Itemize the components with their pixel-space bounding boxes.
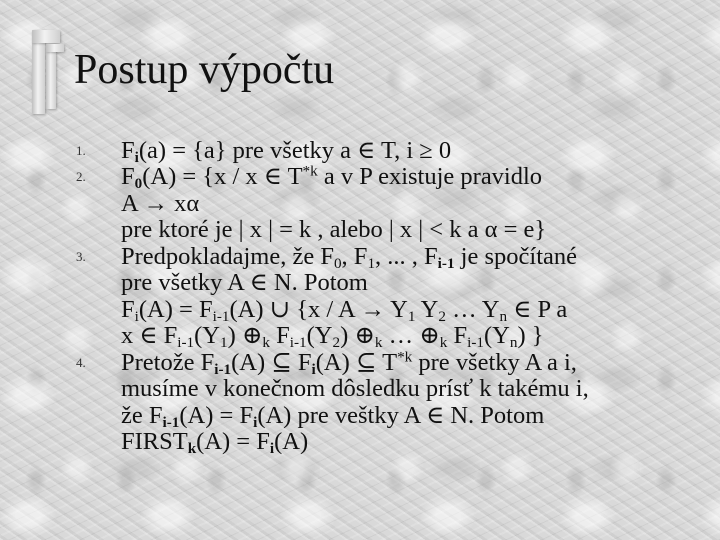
step-4-line-3: že $F_{i-1}(A) = F_i(A)$ pre veštky A ∈ N. Potom <box>121 401 545 431</box>
decorative-bar-horizontal <box>32 30 60 43</box>
list-item-3 <box>76 244 706 350</box>
step-4-line-1: Pretože $F_{i-1}(A)$ ⊆ $F_i(A)$ ⊆ $T^{*k}$ pre všetky A a i, <box>121 348 577 378</box>
step-2-line-3: pre ktoré je | x | = k , alebo | x | < k a α = e} <box>121 216 547 244</box>
step-3-line-1: Predpokladajme, že $F_0$, $F_1$, ... , $F_{i-1}$ je spočítané <box>121 242 577 272</box>
step-2-line-2: A → xα <box>121 189 200 217</box>
decorative-bar-horizontal-inner <box>46 44 64 52</box>
list-marker: 3. <box>76 248 86 264</box>
list-item-4 <box>76 350 706 456</box>
list-item-2 <box>76 164 706 243</box>
step-2-line-1: $F_0(A) = \{x / x$ ∈ $T^{*k}$ a v P existuje pravidlo <box>121 163 543 193</box>
list-marker: 4. <box>76 354 86 370</box>
step-4-line-2: musíme v konečnom dôsledku prísť k takému i, <box>121 375 589 403</box>
step-3-line-2: pre všetky A ∈ N. Potom <box>121 269 368 297</box>
list-marker: 2. <box>76 169 86 185</box>
numbered-list <box>76 138 706 455</box>
list-item-1 <box>76 138 706 164</box>
step-3-line-3: $F_i(A) = F_{i-1}(A)$ ∪ {$x / A \to Y_1$ $Y_2$ … $Y_n$ ∈ P a <box>121 295 568 325</box>
step-3-line-4: x ∈ $F_{i-1}(Y_1)$ $\oplus_k$ $F_{i-1}(Y_2)$ $\oplus_k$ … $\oplus_k$ $F_{i-1}(Y_n)$ } <box>121 322 544 351</box>
step-1-text: $F_i(a) = \{a\}$ pre všetky a ∈ T, i ≥ 0 <box>121 137 452 166</box>
step-4-line-4: $FIRST_k(A) = F_i(A)$ <box>121 427 309 457</box>
slide-title: Postup výpočtu <box>74 47 335 93</box>
decorative-bar-vertical-inner <box>46 44 56 109</box>
list-marker: 1. <box>76 143 86 158</box>
